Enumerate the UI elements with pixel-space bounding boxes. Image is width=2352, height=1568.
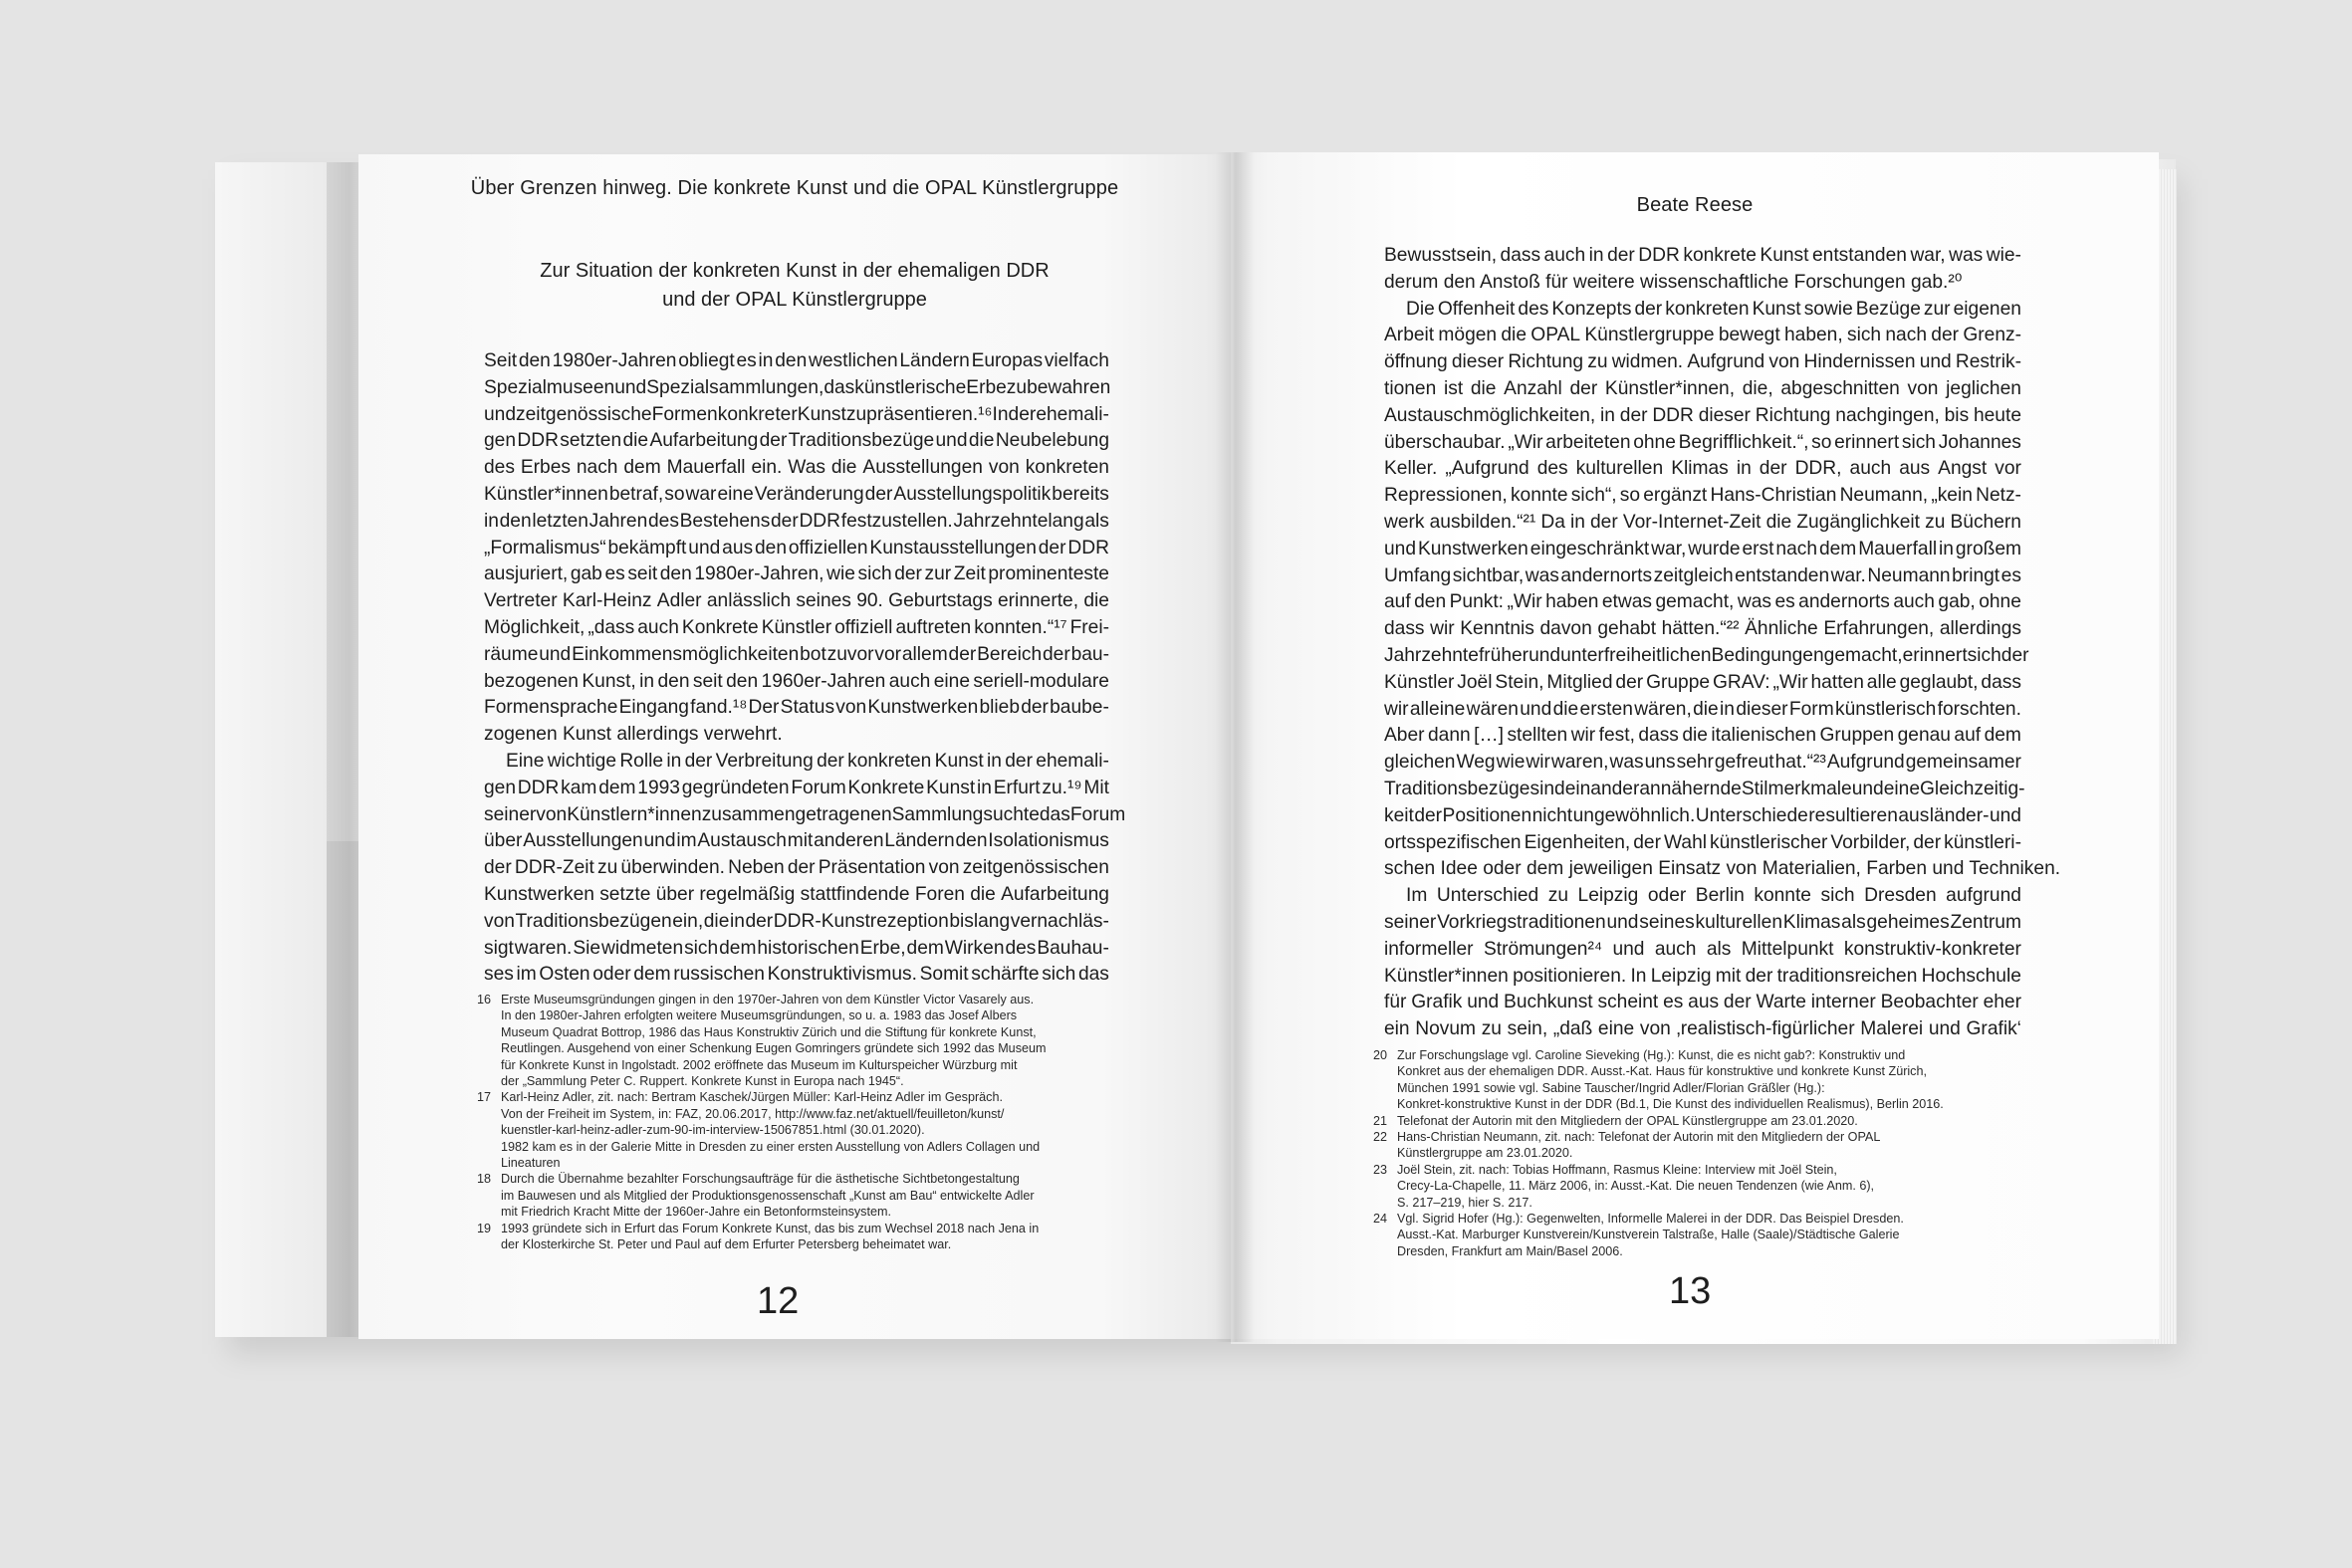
- footnote-number: [477, 1106, 501, 1122]
- footnote-text: München 1991 sowie vgl. Sabine Tauscher/Ingrid Adler/Florian Gräßler (Hg.):: [1397, 1080, 1825, 1095]
- footnote-line: [501, 1122, 1046, 1138]
- footnote-number: [1373, 1096, 1397, 1112]
- footnote-line: [477, 1089, 1046, 1105]
- footnote-text: Durch die Übernahme bezahlter Forschungsaufträge für die ästhetische Sichtbetongestaltung: [501, 1172, 1020, 1187]
- footnote-text: Konkret aus der ehemaligen DDR. Ausst.-Kat. Haus für konstruktive und konkrete Kunst Zürich,: [1397, 1064, 1927, 1079]
- left-body-text: [484, 348, 1126, 989]
- text-line: dass wir Kenntnis davon gehabt hätten.“²² Ähnliche Erfahrungen, allerdings: [1384, 618, 2021, 640]
- footnote-number: 24: [1373, 1212, 1388, 1227]
- text-line: „Formalismus“ bekämpft und aus den offiziellen Kunstausstellungen der DDR: [484, 537, 1109, 559]
- footnote-text: der Klosterkirche St. Peter und Paul auf dem Erfurter Petersberg beheimatet war.: [501, 1237, 952, 1252]
- text-line: zogenen Kunst allerdings verwehrt.: [484, 724, 783, 746]
- footnote-text: mit Friedrich Kracht Mitte der 1960er-Jahre ein Betonformsteinsystem.: [501, 1205, 891, 1220]
- section-heading: [358, 257, 1231, 315]
- footnote-text: 1982 kam es in der Galerie Mitte in Dresden zu einer ersten Ausstellung von Adlers Collagen und: [501, 1139, 1041, 1154]
- text-line: Vertreter Karl-Heinz Adler anlässlich seines 90. Geburtstags erinnerte, die: [484, 590, 1109, 612]
- footnote-number: [477, 1188, 501, 1204]
- text-line: ortsspezifischen Eigenheiten, der Wahl künstlerischer Vorbilder, der künstleri-: [1384, 831, 2021, 853]
- text-line: Formensprache Eingang fand.¹⁸ Der Status von Kunstwerken blieb der baube-: [484, 697, 1109, 719]
- footnote-number: [1373, 1243, 1397, 1259]
- text-line: Aber dann […] stellten wir fest, dass die italienischen Gruppen genau auf dem: [1384, 725, 2021, 747]
- text-line: Seit den 1980er-Jahren obliegt es in den westlichen Ländern Europas vielfach: [484, 350, 1109, 371]
- footnote-line: [501, 1155, 1046, 1171]
- right-body-text: [1384, 243, 2061, 1043]
- footnote-number: 16: [477, 993, 492, 1007]
- footnote-line: [501, 1204, 1046, 1220]
- footnote-text: 1993 gründete sich in Erfurt das Forum Konkrete Kunst, das bis zum Wechsel 2018 nach Jena in: [501, 1221, 1040, 1235]
- footnote-number: [477, 1204, 501, 1220]
- footnote-number: [1373, 1178, 1397, 1194]
- footnote-line: [1397, 1080, 1944, 1096]
- footnote-line: [1373, 1211, 1944, 1227]
- footnote-line: [501, 1057, 1046, 1073]
- footnote-number: [1373, 1063, 1397, 1079]
- footnote-number: 23: [1373, 1162, 1388, 1177]
- footnote-text: kuenstler-karl-heinz-adler-zum-90-im-interview-15067851.html (30.01.2020).: [501, 1123, 925, 1138]
- footnote-line: [1373, 1047, 1944, 1063]
- text-line: tionen ist die Anzahl der Künstler*innen, die, abgeschnitten von jeglichen: [1384, 377, 2021, 399]
- footnote-line: [1373, 1162, 1944, 1178]
- footnote-line: [477, 1171, 1046, 1187]
- text-line: ses im Osten oder dem russischen Konstruktivismus. Somit schärfte sich das: [484, 964, 1109, 986]
- footnote-text: Karl-Heinz Adler, zit. nach: Bertram Kaschek/Jürgen Müller: Karl-Heinz Adler im Gespräch.: [501, 1090, 1003, 1105]
- section-heading-line: und der OPAL Künstlergruppe: [662, 289, 927, 311]
- footnote-text: In den 1980er-Jahren erfolgten weitere Museumsgründungen, so u. a. 1983 das Josef Albers: [501, 1008, 1018, 1023]
- section-heading-line: Zur Situation der konkreten Kunst in der ehemaligen DDR: [540, 260, 1050, 282]
- footnote-number: [477, 1155, 501, 1171]
- text-line: Im Unterschied zu Leipzig oder Berlin konnte sich Dresden aufgrund: [1406, 885, 2021, 907]
- text-line: wir alleine wären und die ersten wären, die in dieser Form künstlerisch forschten.: [1384, 698, 2021, 720]
- text-line: bezogenen Kunst, in den seit den 1960er-Jahren auch eine seriell-modulare: [484, 670, 1109, 692]
- footnote-number: [1373, 1145, 1397, 1161]
- footnote-number: [1373, 1195, 1397, 1211]
- text-line: für Grafik und Buchkunst scheint es aus der Warte interner Beobachter eher: [1384, 992, 2021, 1013]
- footnote-line: [1397, 1063, 1944, 1079]
- text-line: seiner Vorkriegstraditionen und seines kulturellen Klimas als geheimes Zentrum: [1384, 911, 2021, 933]
- footnote-line: [501, 1188, 1046, 1204]
- footnote-line: [1397, 1096, 1944, 1112]
- text-line: Eine wichtige Rolle in der Verbreitung der konkreten Kunst in der ehemali-: [506, 750, 1109, 772]
- footnote-line: [501, 1008, 1046, 1023]
- footnote-line: [501, 1024, 1046, 1040]
- text-line: in den letzten Jahren des Bestehens der DDR festzustellen. Jahrzehntelang als: [484, 510, 1109, 532]
- book-gutter: [1215, 152, 1255, 1342]
- footnote-number: [477, 1139, 501, 1155]
- footnote-number: 22: [1373, 1130, 1388, 1145]
- footnote-number: 18: [477, 1172, 492, 1187]
- footnote-number: [477, 1008, 501, 1023]
- footnote-text: Reutlingen. Ausgehend von einer Schenkung Eugen Gomringers gründete sich 1992 das Museum: [501, 1041, 1047, 1056]
- footnote-line: [1397, 1227, 1944, 1242]
- footnote-line: [1397, 1243, 1944, 1259]
- footnote-text: Dresden, Frankfurt am Main/Basel 2006.: [1397, 1243, 1623, 1258]
- footnote-line: [477, 992, 1046, 1008]
- footnote-number: [1373, 1080, 1397, 1096]
- footnote-number: 20: [1373, 1048, 1388, 1062]
- text-line: Spezialmuseen und Spezialsammlungen, das künstlerische Erbe zu bewahren: [484, 376, 1111, 398]
- text-line: ausjuriert, gab es seit den 1980er-Jahren, wie sich der zur Zeit prominenteste: [484, 563, 1109, 585]
- footnote-text: Von der Freiheit im System, in: FAZ, 20.06.2017, http://www.faz.net/aktuell/feuilleton/kunst/: [501, 1106, 1005, 1121]
- footnote-text: Crecy-La-Chapelle, 11. März 2006, in: Ausst.-Kat. Die neuen Tendenzen (wie Anm. 6),: [1397, 1179, 1875, 1194]
- footnote-number: 17: [477, 1090, 492, 1105]
- text-line: und zeitgenössische Formen konkreter Kunst zu präsentieren.¹⁶ In der ehemali-: [484, 403, 1109, 425]
- footnote-text: Joël Stein, zit. nach: Tobias Hoffmann, Rasmus Kleine: Interview mit Joël Stein,: [1397, 1162, 1837, 1177]
- text-line: Künstler*innen betraf, so war eine Veränderung der Ausstellungspolitik bereits: [484, 483, 1109, 505]
- page-number-left: 12: [757, 1280, 800, 1322]
- footnote-line: [1373, 1129, 1944, 1145]
- text-line: des Erbes nach dem Mauerfall ein. Was die Ausstellungen von konkreten: [484, 457, 1109, 479]
- text-line: überschaubar. „Wir arbeiteten ohne Begrifflichkeit.“, so erinnert sich Johannes: [1384, 431, 2021, 453]
- text-line: Jahrzehnte früher und unter freiheitlichen Bedingungen gemacht, erinnert sich der: [1384, 644, 2029, 666]
- text-line: gleichen Weg wie wir waren, was uns sehr gefreut hat.“²³ Aufgrund gemeinsamer: [1384, 752, 2021, 774]
- text-line: sigt waren. Sie widmeten sich dem historischen Erbe, dem Wirken des Bauhau-: [484, 937, 1109, 959]
- footnote-number: [477, 1057, 501, 1073]
- footnote-line: [477, 1221, 1046, 1236]
- footnote-text: Hans-Christian Neumann, zit. nach: Telefonat der Autorin mit den Mitgliedern der OPAL: [1397, 1130, 1881, 1145]
- footnote-number: [477, 1024, 501, 1040]
- left-footnotes: [477, 992, 1047, 1253]
- text-line: derum den Anstoß für weitere wissenschaftliche Forschungen gab.²⁰: [1384, 271, 1963, 293]
- text-line: von Traditionsbezügen ein, die in der DDR-Kunstrezeption bislang vernachläs-: [484, 910, 1109, 932]
- text-line: Umfang sichtbar, was andernorts zeitgleich entstanden war. Neumann bringt es: [1384, 564, 2021, 586]
- text-line: gen DDR kam dem 1993 gegründeten Forum Konkrete Kunst in Erfurt zu.¹⁹ Mit: [484, 777, 1109, 798]
- text-line: Traditionsbezüge sind einander annähernde Stilmerkmale und eine Gleichzeitig-: [1384, 778, 2025, 799]
- text-line: Die Offenheit des Konzepts der konkreten Kunst sowie Bezüge zur eigenen: [1406, 298, 2021, 320]
- text-line: gen DDR setzten die Aufarbeitung der Traditionsbezüge und die Neubelebung: [484, 430, 1109, 452]
- text-line: informeller Strömungen²⁴ und auch als Mittelpunkt konstruktiv-konkreter: [1384, 938, 2021, 960]
- footnote-text: Künstlergruppe am 23.01.2020.: [1397, 1146, 1573, 1161]
- footnote-text: der „Sammlung Peter C. Ruppert. Konkrete Kunst in Europa nach 1945“.: [501, 1074, 904, 1089]
- text-line: Kunstwerken setzte über regelmäßig stattfindende Foren die Aufarbeitung: [484, 883, 1109, 905]
- text-line: Repressionen, konnte sich“, so ergänzt Hans-Christian Neumann, „kein Netz-: [1384, 485, 2021, 507]
- text-line: schen Idee oder dem jeweiligen Einsatz von Materialien, Farben und Techniken.: [1384, 858, 2061, 880]
- footnote-line: [1397, 1178, 1944, 1194]
- text-line: Austauschmöglichkeiten, in der DDR dieser Richtung nachgingen, bis heute: [1384, 404, 2021, 426]
- text-line: seiner von Künstlern*innen zusammengetragenen Sammlung suchte das Forum: [484, 803, 1126, 825]
- text-line: Möglichkeit, „dass auch Konkrete Künstler offiziell auftreten konnten.“¹⁷ Frei-: [484, 616, 1109, 638]
- footnote-text: Zur Forschungslage vgl. Caroline Sieveking (Hg.): Kunst, die es nicht gab?: Konstruktiv und: [1397, 1048, 1906, 1062]
- text-line: Bewusstsein, dass auch in der DDR konkrete Kunst entstanden war, was wie-: [1384, 245, 2021, 266]
- footnote-text: Lineaturen: [501, 1156, 561, 1171]
- footnote-line: [501, 1073, 1046, 1089]
- left-running-head: Über Grenzen hinweg. Die konkrete Kunst und die OPAL Künstlergruppe: [470, 177, 1119, 199]
- footnote-text: Konkret-konstruktive Kunst in der DDR (Bd.1, Die Kunst des individuellen Realismus), Berlin 2016.: [1397, 1097, 1944, 1112]
- footnote-text: Ausst.-Kat. Marburger Kunstverein/Kunstverein Talstraße, Halle (Saale)/Städtische Galerie: [1397, 1228, 1900, 1242]
- footnote-text: S. 217–219, hier S. 217.: [1397, 1195, 1532, 1210]
- text-line: auf den Punkt: „Wir haben etwas gemacht, was es andernorts auch gab, ohne: [1384, 591, 2021, 613]
- footnote-line: [1397, 1195, 1944, 1211]
- text-line: keit der Positionen nicht ungewöhnlich. Unterschiede resultieren aus länder- und: [1384, 804, 2021, 826]
- footnote-text: Vgl. Sigrid Hofer (Hg.): Gegenwelten, Informelle Malerei in der DDR. Das Beispiel Dresden.: [1397, 1212, 1904, 1227]
- footnote-number: 19: [477, 1221, 492, 1235]
- footnote-line: [501, 1236, 1046, 1252]
- page-number-right: 13: [1669, 1270, 1712, 1312]
- text-line: Arbeit mögen die OPAL Künstlergruppe bewegt haben, sich nach der Grenz-: [1384, 325, 2021, 346]
- footnote-line: [501, 1106, 1046, 1122]
- footnote-text: für Konkrete Kunst in Ingolstadt. 2002 eröffnete das Museum im Kulturspeicher Würzburg mit: [501, 1057, 1018, 1072]
- text-line: Künstler*innen positionieren. In Leipzig mit der traditionsreichen Hochschule: [1384, 965, 2021, 987]
- text-line: räume und Einkommensmöglichkeiten bot zuvor vor allem der Bereich der bau-: [484, 643, 1109, 665]
- footnote-line: [1397, 1145, 1944, 1161]
- footnote-number: [477, 1073, 501, 1089]
- footnote-text: Erste Museumsgründungen gingen in den 1970er-Jahren von dem Künstler Victor Vasarely aus.: [501, 993, 1035, 1007]
- footnote-number: [477, 1040, 501, 1056]
- footnote-line: [501, 1040, 1046, 1056]
- text-line: öffnung dieser Richtung zu widmen. Aufgrund von Hindernissen und Restrik-: [1384, 351, 2021, 373]
- text-line: und Kunstwerken eingeschränkt war, wurde erst nach dem Mauerfall in großem: [1384, 538, 2021, 560]
- text-line: Keller. „Aufgrund des kulturellen Klimas in der DDR, auch aus Angst vor: [1384, 458, 2021, 480]
- footnote-number: [1373, 1227, 1397, 1242]
- footnote-number: [477, 1122, 501, 1138]
- footnote-number: 21: [1373, 1113, 1388, 1128]
- footnote-text: Museum Quadrat Bottrop, 1986 das Haus Konstruktiv Zürich und die Stiftung für konkrete Kunst,: [501, 1024, 1037, 1039]
- text-line: Künstler Joël Stein, Mitglied der Gruppe GRAV: „Wir hatten alle geglaubt, dass: [1384, 671, 2021, 693]
- text-line: werk ausbilden.“²¹ Da in der Vor-Internet-Zeit die Zugänglichkeit zu Büchern: [1384, 511, 2021, 533]
- right-footnotes: [1373, 1047, 1944, 1259]
- footnote-line: [501, 1139, 1046, 1155]
- footnote-number: [477, 1236, 501, 1252]
- text-line: ein Novum zu sein, „daß eine von ‚realistisch-figürlicher Malerei und Grafik‘: [1384, 1018, 2021, 1040]
- footnote-text: im Bauwesen und als Mitglied der Produktionsgenossenschaft „Kunst am Bau“ entwickelte Adler: [501, 1188, 1035, 1203]
- right-running-head: Beate Reese: [1636, 194, 1754, 216]
- footnote-text: Telefonat der Autorin mit den Mitgliedern der OPAL Künstlergruppe am 23.01.2020.: [1397, 1113, 1858, 1128]
- text-line: über Ausstellungen und im Austausch mit anderen Ländern den Isolationismus: [484, 830, 1109, 852]
- footnote-line: [1373, 1113, 1944, 1129]
- text-line: der DDR-Zeit zu überwinden. Neben der Präsentation von zeitgenössischen: [484, 857, 1109, 879]
